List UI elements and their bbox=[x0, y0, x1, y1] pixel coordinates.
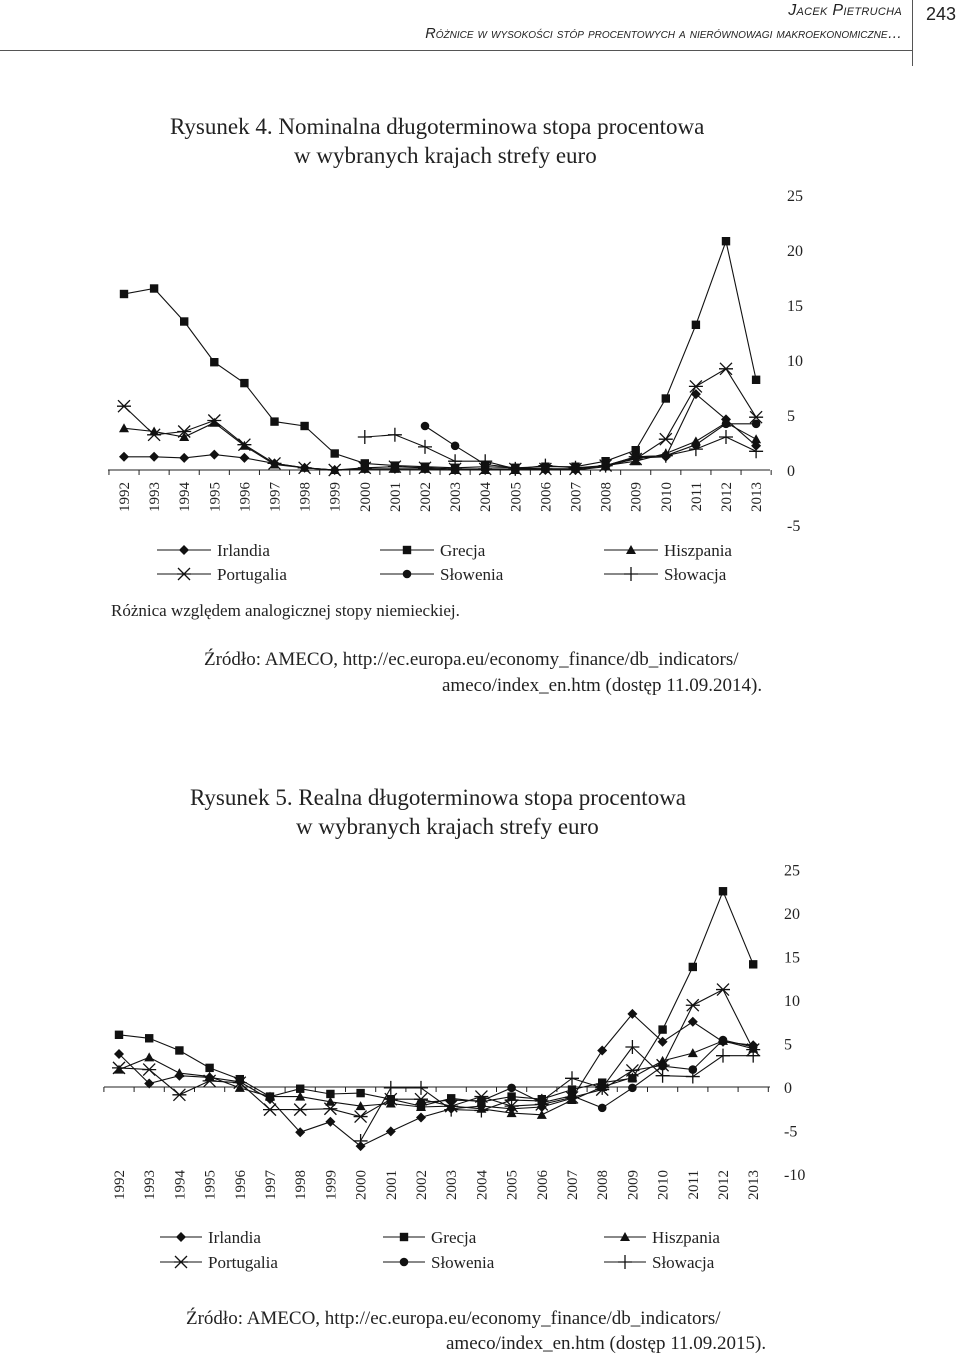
x-tick-label: 2008 bbox=[595, 1170, 612, 1200]
x-tick-label: 2005 bbox=[508, 482, 525, 512]
data-point-portugalia bbox=[716, 984, 730, 996]
figure5-chart bbox=[0, 850, 960, 1290]
legend-item-hiszpania bbox=[604, 1228, 720, 1247]
data-point-irlandia bbox=[149, 452, 159, 462]
legend-label: Portugalia bbox=[217, 565, 287, 584]
data-point-irlandia bbox=[416, 1112, 426, 1122]
x-tick-label: 1996 bbox=[237, 482, 254, 512]
y-tick-label: -5 bbox=[784, 1123, 798, 1141]
x-tick-label: 2010 bbox=[655, 1170, 672, 1200]
legend-label: Irlandia bbox=[217, 541, 270, 560]
legend-label: Grecja bbox=[431, 1228, 477, 1247]
data-point-slowenia bbox=[719, 1036, 728, 1045]
data-point-slowacja bbox=[358, 430, 372, 444]
running-header-author: Jacek Pietrucha bbox=[788, 2, 902, 19]
data-point-portugalia bbox=[263, 1104, 277, 1116]
data-point-portugalia bbox=[117, 400, 131, 412]
x-tick-label: 1995 bbox=[207, 482, 224, 512]
data-point-irlandia bbox=[119, 452, 129, 462]
legend-label: Grecja bbox=[440, 541, 486, 560]
data-point-slowacja bbox=[384, 1081, 398, 1095]
data-point-grecja bbox=[752, 376, 760, 384]
data-point-slowacja bbox=[686, 1070, 700, 1084]
x-tick-label: 1992 bbox=[112, 1170, 128, 1200]
legend-item-irlandia bbox=[157, 541, 270, 560]
legend-item-portugalia bbox=[160, 1253, 278, 1272]
x-tick-label: 2003 bbox=[448, 482, 465, 512]
figure4-note: Różnica względem analogicznej stopy niemieckiej. bbox=[111, 601, 460, 620]
legend-item-slowacja bbox=[604, 1253, 715, 1272]
y-tick-label: 20 bbox=[787, 243, 803, 260]
data-point-portugalia bbox=[354, 1111, 368, 1123]
x-tick-label: 2007 bbox=[565, 1170, 581, 1200]
series-line-portugalia bbox=[119, 990, 753, 1117]
legend-marker-slowacja bbox=[624, 567, 638, 581]
legend-label: Hiszpania bbox=[664, 541, 732, 560]
data-point-grecja bbox=[115, 1031, 123, 1039]
y-tick-label: 0 bbox=[787, 463, 795, 480]
y-tick-label: 20 bbox=[784, 906, 800, 923]
legend-item-slowenia bbox=[383, 1253, 495, 1272]
y-tick-label: 5 bbox=[784, 1036, 792, 1054]
data-point-slowenia bbox=[421, 422, 430, 431]
series-line-hiszpania bbox=[124, 423, 756, 470]
data-point-irlandia bbox=[386, 1126, 396, 1136]
legend-marker-slowenia bbox=[400, 1258, 409, 1267]
x-tick-label: 2007 bbox=[568, 482, 585, 512]
series-hiszpania bbox=[119, 418, 761, 474]
y-tick-label: 5 bbox=[787, 408, 795, 425]
legend-item-portugalia bbox=[157, 565, 287, 584]
y-tick-label: -10 bbox=[784, 1167, 806, 1184]
data-point-slowenia bbox=[598, 1104, 607, 1113]
data-point-irlandia bbox=[688, 1017, 698, 1027]
x-tick-label: 2006 bbox=[534, 1170, 551, 1200]
data-point-grecja bbox=[270, 417, 278, 425]
y-tick-label: 15 bbox=[784, 949, 800, 967]
data-point-grecja bbox=[300, 422, 308, 430]
series-line-hiszpania bbox=[119, 1041, 753, 1115]
legend-item-grecja bbox=[383, 1228, 477, 1247]
figure5-title-line1: Rysunek 5. Realna długoterminowa stopa procentowa bbox=[190, 785, 687, 810]
data-point-slowacja bbox=[689, 442, 703, 456]
figure4-title-line1: Rysunek 4. Nominalna długoterminowa stopa procentowa bbox=[170, 114, 705, 139]
figure4-title-line2: w wybranych krajach strefy euro bbox=[294, 143, 597, 168]
x-tick-label: 1992 bbox=[117, 482, 133, 512]
data-point-grecja bbox=[175, 1046, 183, 1054]
data-point-slowacja bbox=[414, 1081, 428, 1095]
x-tick-label: 1996 bbox=[232, 1170, 249, 1200]
data-point-grecja bbox=[240, 379, 248, 387]
data-point-hiszpania bbox=[144, 1052, 154, 1061]
legend-marker-irlandia bbox=[176, 1232, 186, 1242]
x-tick-label: 1993 bbox=[147, 482, 164, 512]
data-point-slowacja bbox=[659, 449, 673, 463]
data-point-portugalia bbox=[686, 999, 700, 1011]
data-point-irlandia bbox=[239, 453, 249, 463]
data-point-slowacja bbox=[595, 1081, 609, 1095]
x-tick-label: 2013 bbox=[749, 482, 766, 512]
figure4-source-line2: ameco/index_en.htm (dostęp 11.09.2014). bbox=[442, 675, 763, 696]
data-point-grecja bbox=[210, 358, 218, 366]
data-point-hiszpania bbox=[688, 1048, 698, 1057]
header-rule bbox=[0, 50, 912, 51]
legend-label: Irlandia bbox=[208, 1228, 261, 1247]
y-tick-label: 15 bbox=[787, 298, 803, 315]
series-slowenia bbox=[421, 420, 761, 474]
legend-marker-slowenia bbox=[403, 570, 412, 579]
x-tick-label: 1997 bbox=[267, 482, 284, 512]
data-point-slowacja bbox=[746, 1049, 760, 1063]
data-point-hiszpania bbox=[751, 434, 761, 443]
y-tick-label: 10 bbox=[787, 353, 803, 370]
data-point-irlandia bbox=[179, 453, 189, 463]
x-tick-label: 2001 bbox=[387, 482, 404, 512]
x-tick-label: 2011 bbox=[688, 482, 705, 512]
series-line-slowenia bbox=[425, 424, 756, 469]
x-tick-label: 2002 bbox=[414, 1170, 430, 1200]
figure5-title-line2: w wybranych krajach strefy euro bbox=[296, 814, 599, 839]
data-point-portugalia bbox=[142, 1064, 156, 1076]
data-point-slowacja bbox=[418, 440, 432, 454]
data-point-grecja bbox=[722, 237, 730, 245]
x-tick-label: 1994 bbox=[177, 482, 194, 512]
series-hiszpania bbox=[114, 1036, 758, 1119]
data-point-slowenia bbox=[568, 1091, 577, 1100]
data-point-grecja bbox=[658, 1025, 666, 1033]
y-tick-label: 0 bbox=[784, 1080, 792, 1097]
data-point-grecja bbox=[749, 960, 757, 968]
x-tick-label: 1995 bbox=[202, 1170, 219, 1200]
x-tick-label: 1999 bbox=[327, 482, 344, 512]
data-point-slowenia bbox=[628, 1084, 637, 1093]
data-point-slowenia bbox=[451, 442, 460, 451]
data-point-slowenia bbox=[417, 1098, 426, 1107]
page-number: 243 bbox=[926, 4, 957, 24]
figure4-source-line1: Źródło: AMECO, http://ec.europa.eu/economy_finance/db_indicators/ bbox=[204, 649, 739, 670]
data-point-grecja bbox=[689, 963, 697, 971]
legend-item-hiszpania bbox=[604, 541, 732, 560]
data-point-grecja bbox=[719, 887, 727, 895]
data-point-grecja bbox=[662, 394, 670, 402]
legend-label: Portugalia bbox=[208, 1253, 278, 1272]
data-point-grecja bbox=[331, 449, 339, 457]
legend-marker-portugalia bbox=[177, 568, 191, 580]
x-tick-label: 1999 bbox=[323, 1170, 340, 1200]
x-tick-label: 2012 bbox=[716, 1170, 732, 1200]
legend-item-grecja bbox=[380, 541, 486, 560]
y-tick-label: 10 bbox=[784, 993, 800, 1010]
data-point-slowacja bbox=[719, 430, 733, 444]
legend-label: Słowacja bbox=[652, 1253, 715, 1272]
x-tick-label: 2003 bbox=[444, 1170, 461, 1200]
series-line-grecja bbox=[119, 891, 753, 1106]
x-tick-label: 1994 bbox=[172, 1170, 189, 1200]
legend-item-slowenia bbox=[380, 565, 504, 584]
data-point-slowacja bbox=[354, 1134, 368, 1148]
data-point-portugalia bbox=[293, 1104, 307, 1116]
data-point-grecja bbox=[150, 284, 158, 292]
data-point-portugalia bbox=[659, 433, 673, 445]
legend-item-irlandia bbox=[160, 1228, 261, 1247]
figure4-chart bbox=[0, 180, 960, 640]
legend-label: Hiszpania bbox=[652, 1228, 720, 1247]
x-tick-label: 2011 bbox=[685, 1170, 702, 1200]
data-point-slowenia bbox=[507, 1084, 516, 1093]
data-point-grecja bbox=[120, 290, 128, 298]
data-point-grecja bbox=[356, 1089, 364, 1097]
x-tick-label: 1998 bbox=[293, 1170, 310, 1200]
data-point-slowacja bbox=[478, 454, 492, 468]
x-tick-label: 2009 bbox=[628, 482, 645, 512]
data-point-grecja bbox=[145, 1034, 153, 1042]
data-point-slowacja bbox=[565, 1071, 579, 1085]
data-point-grecja bbox=[205, 1064, 213, 1072]
x-tick-label: 2001 bbox=[383, 1170, 400, 1200]
legend-label: Słowacja bbox=[664, 565, 727, 584]
x-tick-label: 1998 bbox=[297, 482, 314, 512]
x-tick-label: 2010 bbox=[658, 482, 675, 512]
figure5-source-line2: ameco/index_en.htm (dostęp 11.09.2015). bbox=[446, 1333, 767, 1354]
data-point-slowenia bbox=[722, 420, 731, 429]
x-tick-label: 1993 bbox=[142, 1170, 159, 1200]
legend-marker-grecja bbox=[400, 1233, 408, 1241]
data-point-slowacja bbox=[388, 428, 402, 442]
data-point-hiszpania bbox=[119, 423, 129, 432]
data-point-grecja bbox=[692, 321, 700, 329]
legend-marker-portugalia bbox=[174, 1256, 188, 1268]
data-point-slowacja bbox=[749, 444, 763, 458]
data-point-slowacja bbox=[569, 461, 583, 475]
legend-marker-slowacja bbox=[618, 1255, 632, 1269]
data-point-portugalia bbox=[172, 1089, 186, 1101]
x-tick-label: 2008 bbox=[598, 482, 615, 512]
x-tick-label: 2006 bbox=[538, 482, 555, 512]
x-tick-label: 2005 bbox=[504, 1170, 521, 1200]
header-vertical-rule bbox=[912, 0, 913, 66]
y-tick-label: -5 bbox=[787, 518, 801, 535]
data-point-slowenia bbox=[752, 420, 761, 429]
x-tick-label: 2002 bbox=[418, 482, 434, 512]
data-point-slowacja bbox=[474, 1103, 488, 1117]
data-point-grecja bbox=[180, 317, 188, 325]
data-point-irlandia bbox=[209, 450, 219, 460]
data-point-hiszpania bbox=[174, 1068, 184, 1077]
legend-label: Słowenia bbox=[440, 565, 504, 584]
data-point-portugalia bbox=[719, 363, 733, 375]
x-tick-label: 2004 bbox=[478, 482, 495, 512]
x-tick-label: 2000 bbox=[357, 482, 374, 512]
x-tick-label: 2004 bbox=[474, 1170, 491, 1200]
data-point-slowacja bbox=[448, 454, 462, 468]
x-tick-label: 2013 bbox=[746, 1170, 763, 1200]
legend-label: Słowenia bbox=[431, 1253, 495, 1272]
x-tick-label: 2000 bbox=[353, 1170, 370, 1200]
data-point-slowacja bbox=[716, 1049, 730, 1063]
legend-marker-grecja bbox=[403, 546, 411, 554]
y-tick-label: 25 bbox=[787, 188, 803, 205]
y-tick-label: 25 bbox=[784, 862, 800, 880]
x-tick-label: 1997 bbox=[263, 1170, 279, 1200]
legend-marker-irlandia bbox=[179, 545, 189, 555]
x-tick-label: 2009 bbox=[625, 1170, 642, 1200]
figure5-source-line1: Źródło: AMECO, http://ec.europa.eu/economy_finance/db_indicators/ bbox=[186, 1308, 721, 1329]
running-header-title: Różnice w wysokości stóp procentowych a nierównowagi makroekonomiczne… bbox=[425, 26, 902, 42]
x-tick-label: 2012 bbox=[719, 482, 735, 512]
legend-item-slowacja bbox=[604, 565, 727, 584]
